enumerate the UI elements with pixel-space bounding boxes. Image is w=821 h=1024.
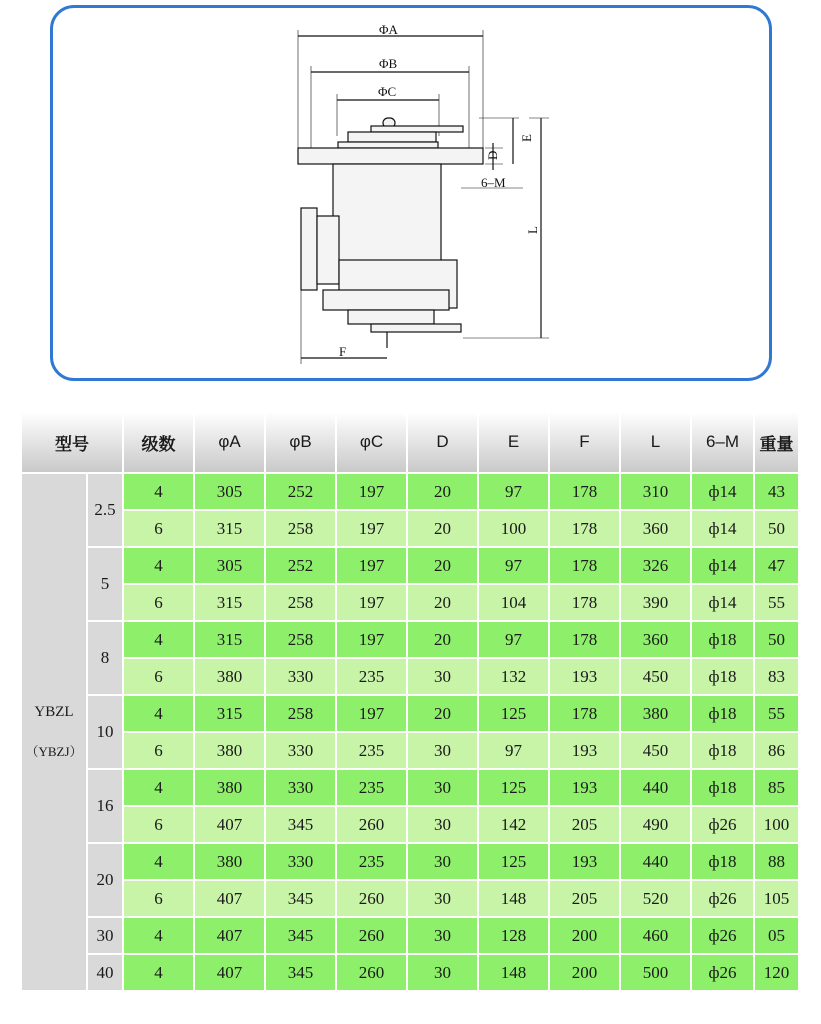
label-phiA: ΦA	[379, 22, 398, 37]
cell-F: 178	[549, 473, 620, 510]
cell-stage: 6	[123, 510, 194, 547]
cell-stage: 4	[123, 843, 194, 880]
rating-cell: 20	[87, 843, 123, 917]
specification-table	[20, 410, 800, 992]
cell-phiC: 197	[336, 510, 407, 547]
header-F: F	[549, 411, 620, 473]
cell-6M: ф14	[691, 547, 754, 584]
header-phiB: φB	[265, 411, 336, 473]
cell-F: 178	[549, 510, 620, 547]
table-row	[21, 658, 799, 695]
rating-cell: 30	[87, 917, 123, 954]
cell-6M: ф18	[691, 695, 754, 732]
cell-phiB: 258	[265, 695, 336, 732]
cell-F: 178	[549, 695, 620, 732]
header-E: E	[478, 411, 549, 473]
cell-phiB: 258	[265, 510, 336, 547]
cell-weight: 50	[754, 621, 799, 658]
rating-cell: 2.5	[87, 473, 123, 547]
cell-E: 142	[478, 806, 549, 843]
cell-stage: 4	[123, 547, 194, 584]
cell-phiB: 345	[265, 880, 336, 917]
cell-phiB: 258	[265, 584, 336, 621]
cell-phiB: 345	[265, 954, 336, 991]
cell-phiA: 407	[194, 954, 265, 991]
cell-weight: 85	[754, 769, 799, 806]
cell-L: 390	[620, 584, 691, 621]
table-row	[21, 621, 799, 658]
table-row	[21, 732, 799, 769]
cell-phiB: 330	[265, 843, 336, 880]
cell-6M: ф14	[691, 473, 754, 510]
cell-L: 440	[620, 769, 691, 806]
valve-body	[298, 118, 483, 348]
cell-E: 148	[478, 880, 549, 917]
valve-dimension-drawing	[53, 8, 769, 378]
table-row	[21, 954, 799, 991]
label-phiB: ΦB	[379, 56, 398, 71]
cell-L: 360	[620, 510, 691, 547]
cell-D: 30	[407, 769, 478, 806]
cell-D: 30	[407, 843, 478, 880]
cell-stage: 6	[123, 806, 194, 843]
cell-L: 380	[620, 695, 691, 732]
cell-E: 125	[478, 843, 549, 880]
table-row	[21, 584, 799, 621]
cell-phiB: 258	[265, 621, 336, 658]
cell-phiC: 235	[336, 769, 407, 806]
cell-D: 30	[407, 917, 478, 954]
cell-D: 30	[407, 658, 478, 695]
cell-6M: ф26	[691, 806, 754, 843]
cell-L: 460	[620, 917, 691, 954]
label-phiC: ΦC	[378, 84, 397, 99]
table-body	[21, 473, 799, 991]
cell-L: 520	[620, 880, 691, 917]
cell-L: 450	[620, 732, 691, 769]
cell-weight: 50	[754, 510, 799, 547]
cell-E: 100	[478, 510, 549, 547]
cell-D: 20	[407, 473, 478, 510]
header-model: 型号	[21, 411, 123, 473]
label-6M: 6–M	[481, 175, 506, 190]
cell-weight: 05	[754, 917, 799, 954]
cell-phiC: 197	[336, 695, 407, 732]
cell-weight: 105	[754, 880, 799, 917]
header-weight: 重量	[754, 411, 799, 473]
cell-stage: 6	[123, 658, 194, 695]
cell-F: 193	[549, 732, 620, 769]
cell-weight: 88	[754, 843, 799, 880]
cell-6M: ф18	[691, 769, 754, 806]
label-F: F	[339, 344, 347, 359]
cell-phiA: 315	[194, 621, 265, 658]
cell-D: 30	[407, 732, 478, 769]
cell-phiB: 330	[265, 658, 336, 695]
cell-phiA: 305	[194, 547, 265, 584]
cell-phiC: 197	[336, 547, 407, 584]
cell-L: 310	[620, 473, 691, 510]
header-phiA: φA	[194, 411, 265, 473]
cell-D: 30	[407, 880, 478, 917]
label-E: E	[519, 134, 534, 142]
cell-F: 193	[549, 658, 620, 695]
cell-phiC: 197	[336, 584, 407, 621]
cell-F: 178	[549, 621, 620, 658]
cell-6M: ф26	[691, 954, 754, 991]
cell-E: 97	[478, 621, 549, 658]
cell-phiC: 260	[336, 880, 407, 917]
cell-phiC: 197	[336, 621, 407, 658]
cell-phiB: 330	[265, 732, 336, 769]
rating-cell: 10	[87, 695, 123, 769]
cell-D: 20	[407, 584, 478, 621]
cell-E: 97	[478, 732, 549, 769]
cell-weight: 55	[754, 584, 799, 621]
cell-weight: 47	[754, 547, 799, 584]
cell-phiA: 380	[194, 732, 265, 769]
rating-cell: 8	[87, 621, 123, 695]
header-D: D	[407, 411, 478, 473]
cell-F: 205	[549, 806, 620, 843]
cell-stage: 6	[123, 584, 194, 621]
cell-phiC: 197	[336, 473, 407, 510]
rating-cell: 16	[87, 769, 123, 843]
cell-6M: ф14	[691, 584, 754, 621]
cell-F: 205	[549, 880, 620, 917]
cell-phiC: 235	[336, 732, 407, 769]
cell-weight: 120	[754, 954, 799, 991]
cell-phiA: 407	[194, 880, 265, 917]
cell-phiC: 260	[336, 806, 407, 843]
cell-stage: 4	[123, 621, 194, 658]
cell-6M: ф26	[691, 880, 754, 917]
cell-D: 30	[407, 806, 478, 843]
cell-phiB: 345	[265, 806, 336, 843]
cell-E: 104	[478, 584, 549, 621]
cell-F: 193	[549, 843, 620, 880]
cell-phiC: 235	[336, 658, 407, 695]
cell-phiC: 260	[336, 954, 407, 991]
cell-L: 440	[620, 843, 691, 880]
cell-D: 30	[407, 954, 478, 991]
header-stage: 级数	[123, 411, 194, 473]
cell-E: 97	[478, 473, 549, 510]
cell-F: 178	[549, 584, 620, 621]
cell-stage: 6	[123, 732, 194, 769]
cell-phiA: 407	[194, 917, 265, 954]
cell-phiA: 380	[194, 658, 265, 695]
cell-F: 200	[549, 954, 620, 991]
cell-E: 132	[478, 658, 549, 695]
cell-L: 490	[620, 806, 691, 843]
cell-E: 148	[478, 954, 549, 991]
cell-weight: 43	[754, 473, 799, 510]
table-row	[21, 769, 799, 806]
cell-phiB: 252	[265, 473, 336, 510]
rating-cell: 40	[87, 954, 123, 991]
cell-phiB: 345	[265, 917, 336, 954]
cell-F: 200	[549, 917, 620, 954]
table-row	[21, 547, 799, 584]
cell-phiA: 305	[194, 473, 265, 510]
label-D: D	[485, 150, 500, 160]
cell-stage: 4	[123, 695, 194, 732]
cell-weight: 100	[754, 806, 799, 843]
table-row	[21, 806, 799, 843]
cell-E: 125	[478, 695, 549, 732]
cell-F: 193	[549, 769, 620, 806]
table-row	[21, 843, 799, 880]
model-cell	[21, 473, 87, 991]
model-name: YBZL	[34, 704, 74, 720]
table-row	[21, 473, 799, 510]
cell-stage: 4	[123, 917, 194, 954]
cell-phiC: 260	[336, 917, 407, 954]
cell-6M: ф18	[691, 732, 754, 769]
cell-6M: ф18	[691, 843, 754, 880]
cell-phiA: 380	[194, 769, 265, 806]
cell-phiB: 252	[265, 547, 336, 584]
cell-stage: 4	[123, 769, 194, 806]
cell-6M: ф14	[691, 510, 754, 547]
cell-weight: 83	[754, 658, 799, 695]
cell-phiC: 235	[336, 843, 407, 880]
table-header	[21, 411, 799, 473]
cell-phiA: 380	[194, 843, 265, 880]
cell-phiB: 330	[265, 769, 336, 806]
cell-L: 450	[620, 658, 691, 695]
header-6M: 6–M	[691, 411, 754, 473]
model-alt-name: （YBZJ）	[25, 744, 83, 759]
cell-stage: 4	[123, 473, 194, 510]
cell-phiA: 315	[194, 510, 265, 547]
header-phiC: φC	[336, 411, 407, 473]
cell-D: 20	[407, 510, 478, 547]
cell-D: 20	[407, 547, 478, 584]
cell-stage: 4	[123, 954, 194, 991]
cell-phiA: 407	[194, 806, 265, 843]
technical-drawing-frame	[50, 5, 772, 381]
cell-L: 326	[620, 547, 691, 584]
cell-L: 500	[620, 954, 691, 991]
cell-phiA: 315	[194, 584, 265, 621]
table-row	[21, 695, 799, 732]
cell-D: 20	[407, 621, 478, 658]
cell-weight: 55	[754, 695, 799, 732]
header-L: L	[620, 411, 691, 473]
cell-6M: ф26	[691, 917, 754, 954]
cell-phiA: 315	[194, 695, 265, 732]
cell-weight: 86	[754, 732, 799, 769]
table-row	[21, 880, 799, 917]
table-row	[21, 917, 799, 954]
label-L: L	[525, 226, 540, 234]
cell-E: 97	[478, 547, 549, 584]
cell-D: 20	[407, 695, 478, 732]
cell-L: 360	[620, 621, 691, 658]
cell-F: 178	[549, 547, 620, 584]
cell-6M: ф18	[691, 621, 754, 658]
cell-6M: ф18	[691, 658, 754, 695]
table-row	[21, 510, 799, 547]
cell-stage: 6	[123, 880, 194, 917]
cell-E: 128	[478, 917, 549, 954]
cell-E: 125	[478, 769, 549, 806]
rating-cell: 5	[87, 547, 123, 621]
